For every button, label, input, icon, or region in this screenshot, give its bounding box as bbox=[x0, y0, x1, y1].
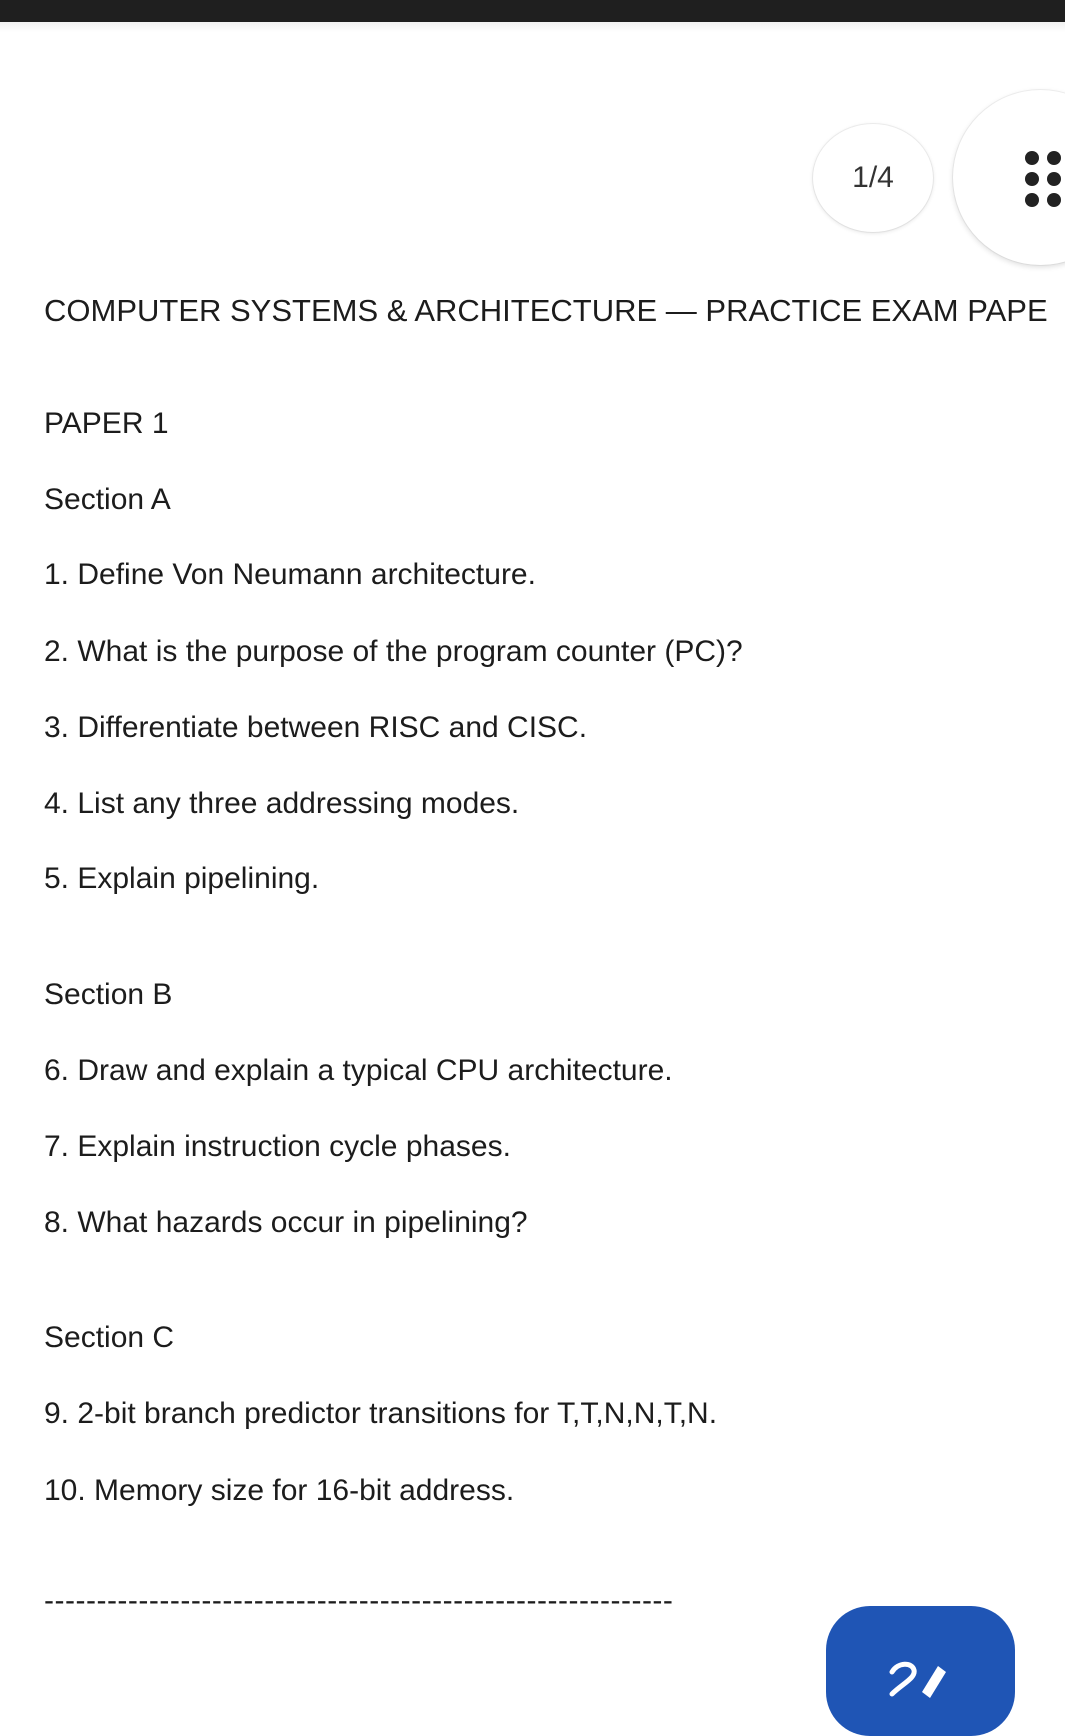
status-bar bbox=[0, 0, 1065, 22]
paper-heading: PAPER 1 bbox=[44, 407, 169, 440]
question-item: 5. Explain pipelining. bbox=[44, 862, 320, 895]
section-heading: Section A bbox=[44, 483, 171, 516]
menu-button[interactable] bbox=[953, 90, 1065, 265]
question-item: 6. Draw and explain a typical CPU architecture. bbox=[44, 1054, 673, 1087]
edit-icon bbox=[888, 1658, 948, 1698]
section-heading: Section C bbox=[44, 1321, 175, 1354]
question-item: 9. 2-bit branch predictor transitions for T,T,N,N,T,N. bbox=[44, 1397, 718, 1430]
page-indicator: 1/4 bbox=[813, 124, 933, 232]
question-item: 8. What hazards occur in pipelining? bbox=[44, 1206, 528, 1239]
question-item: 2. What is the purpose of the program counter (PC)? bbox=[44, 635, 743, 668]
question-item: 7. Explain instruction cycle phases. bbox=[44, 1130, 511, 1163]
dots-grid-icon bbox=[1025, 151, 1065, 207]
question-item: 10. Memory size for 16-bit address. bbox=[44, 1474, 515, 1507]
question-item: 3. Differentiate between RISC and CISC. bbox=[44, 711, 588, 744]
document-title: COMPUTER SYSTEMS & ARCHITECTURE — PRACTICE EXAM PAPE bbox=[44, 293, 1048, 328]
question-item: 4. List any three addressing modes. bbox=[44, 787, 520, 820]
separator-line: ------------------------------------------------------------ bbox=[44, 1584, 674, 1617]
section-heading: Section B bbox=[44, 978, 173, 1011]
question-item: 1. Define Von Neumann architecture. bbox=[44, 558, 536, 591]
status-bar-shadow bbox=[0, 22, 1065, 32]
edit-fab-button[interactable] bbox=[826, 1606, 1015, 1736]
